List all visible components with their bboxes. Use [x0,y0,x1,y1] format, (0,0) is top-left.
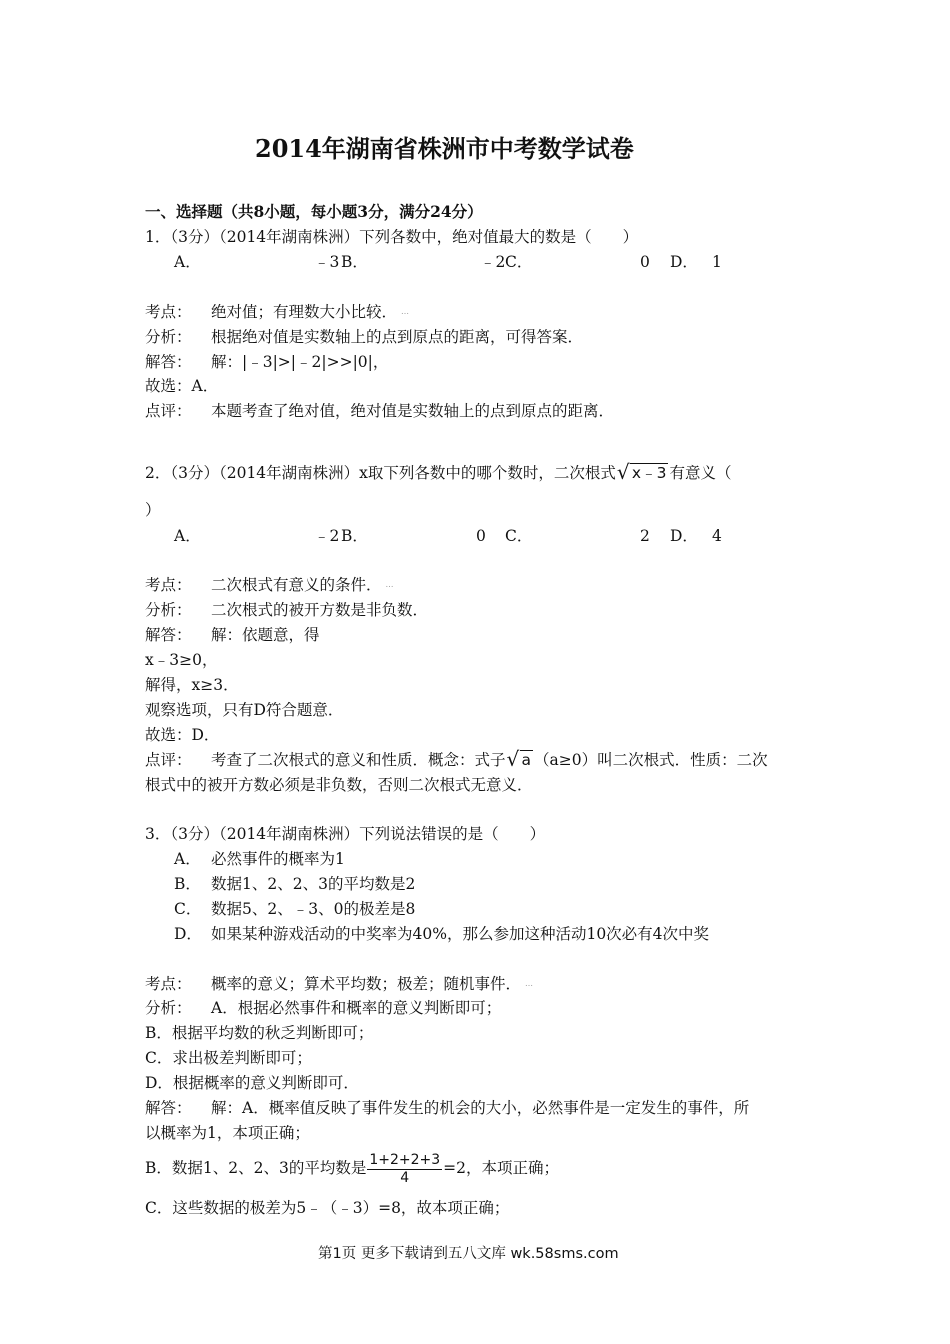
q3-option-c: 数据5、2、﹣3、0的极差是8 [211,900,416,918]
q3-fenxi-label: 分析： [145,999,192,1017]
q3-jieda: 解：A．概率值反映了事件发生的机会的大小，必然事件是一定发生的事件，所 [211,1099,750,1117]
section-heading: 一、选择题（共8小题，每小题3分，满分24分） [145,202,483,221]
q1-kaodian: 绝对值；有理数大小比较． … [211,303,410,321]
q3-jieda-b: B．数据1、2、2、3的平均数是 $\frac{1+2+2+3}{4}$ =2，本项正确； [145,1151,560,1186]
q1-option-d-value: 1 [712,253,722,271]
q3-fenxi-d: D．根据概率的意义判断即可． [145,1074,359,1092]
q3-option-d-label: D． [174,925,202,943]
q3-fenxi-b: B．根据平均数的秋乏判断即可； [145,1024,374,1042]
q2-option-c-value: 2 [640,527,650,545]
q2-line3: 观察选项，只有D符合题意． [145,701,344,719]
q3-fenxi-c: C．求出极差判断即可； [145,1049,312,1067]
q2-stem-close: ） [145,501,161,519]
q3-jieda-c: C．这些数据的极差为5﹣（﹣3）=8，故本项正确； [145,1199,510,1217]
q3-kaodian: 概率的意义；算术平均数；极差；随机事件． … [211,975,534,993]
q2-dianping: 考查了二次根式的意义和性质．概念：式子 √ a （a≥0）叫二次根式．性质：二次 [211,747,768,771]
q3-option-c-label: C． [174,900,202,918]
q3-stem: 3．（3分）（2014年湖南株洲）下列说法错误的是（ ） [145,825,546,843]
q2-option-b-value: 0 [476,527,486,545]
q3-mean-fraction: $\frac{1+2+2+3}{4}$ [369,1151,441,1186]
q3-option-b: 数据1、2、2、3的平均数是2 [211,875,416,893]
q2-dianping-radical: √ a [506,747,532,771]
q2-fenxi-label: 分析： [145,601,192,619]
q1-option-c-label: C． [505,253,533,271]
q2-option-c-label: C． [505,527,533,545]
q2-line2: 解得，x≥3． [145,676,239,694]
q2-option-a-value: ﹣2 [314,527,340,545]
q2-option-d-value: 4 [712,527,722,545]
q2-kaodian-label: 考点： [145,576,192,594]
q2-dianping-line2: 根式中的被开方数必须是非负数，否则二次根式无意义． [145,776,533,794]
q3-option-a: 必然事件的概率为1 [211,850,345,868]
q1-option-b-value: ﹣2 [480,253,506,271]
q3-jieda-label: 解答： [145,1099,192,1117]
q1-kaodian-label: 考点： [145,303,192,321]
q2-dianping-label: 点评： [145,751,192,769]
q2-radical: √ x﹣3 [616,460,667,484]
q3-jieda-line2: 以概率为1，本项正确； [145,1124,310,1142]
q1-jieda-label: 解答： [145,353,192,371]
page-title: 2014年湖南省株洲市中考数学试卷 [255,134,634,163]
q2-jieda-label: 解答： [145,626,192,644]
q1-answer: 故选：A． [145,377,219,395]
q1-option-b-label: B． [341,253,368,271]
q2-fenxi: 二次根式的被开方数是非负数． [211,601,429,619]
q1-dianping-label: 点评： [145,402,192,420]
q2-option-b-label: B． [341,527,368,545]
page-footer: 第1页 更多下载请到五八文库 wk.58sms.com [318,1246,619,1262]
q1-dianping: 本题考查了绝对值，绝对值是实数轴上的点到原点的距离． [211,402,615,420]
q1-option-a-label: A． [174,253,201,271]
q1-stem: 1．（3分）（2014年湖南株洲）下列各数中，绝对值最大的数是（ ） [145,228,639,246]
q3-kaodian-label: 考点： [145,975,192,993]
q2-kaodian: 二次根式有意义的条件． … [211,576,394,594]
q2-option-a-label: A． [174,527,201,545]
q1-option-d-label: D． [670,253,698,271]
q1-fenxi-label: 分析： [145,328,192,346]
q3-option-d: 如果某种游戏活动的中奖率为40%，那么参加这种活动10次必有4次中奖 [211,925,710,943]
q3-option-b-label: B． [174,875,201,893]
q1-fenxi: 根据绝对值是实数轴上的点到原点的距离，可得答案． [211,328,584,346]
q1-jieda: 解：|﹣3|>|﹣2|>>|0|， [211,353,389,371]
q3-fenxi: A．根据必然事件和概率的意义判断即可； [211,999,502,1017]
q1-option-c-value: 0 [640,253,650,271]
q2-stem: 2．（3分）（2014年湖南株洲）x取下列各数中的哪个数时，二次根式 √ x﹣3 有意义（ [145,460,732,484]
q3-option-a-label: A． [174,850,201,868]
q1-option-a-value: ﹣3 [314,253,340,271]
q2-line1: x﹣3≥0， [145,651,218,669]
q2-option-d-label: D． [670,527,698,545]
q2-answer: 故选：D． [145,726,220,744]
q2-jieda: 解：依题意，得 [211,626,320,644]
